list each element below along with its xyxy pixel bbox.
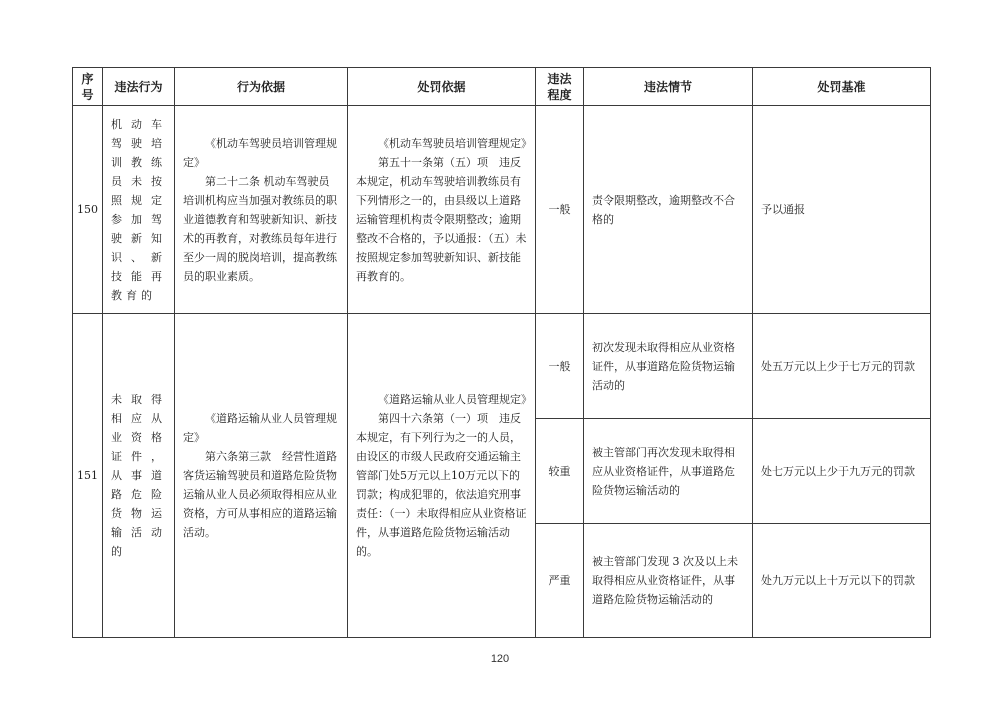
row-standard: 处九万元以上十万元以下的罚款 (753, 524, 931, 638)
basis-text: 第二十二条 机动车驾驶员培训机构应当加强对教练员的职业道德教育和驾驶新知识、新技术的再教育，对教练员每年进行至少一周的脱岗培训，提高教练员的职业素质。 (183, 174, 337, 283)
row-circumstance: 初次发现未取得相应从业资格证件，从事道路危险货物运输活动的 (584, 314, 753, 419)
basis-title: 《道路运输从业人员管理规定》 (183, 412, 337, 444)
row-circumstance: 被主管部门再次发现未取得相应从业资格证件，从事道路危险货物运输活动的 (584, 419, 753, 524)
row-seq: 150 (73, 106, 103, 314)
penalty-text: 第四十六条第（一）项 违反本规定，有下列行为之一的人员，由设区的市级人民政府交通运输主管部门处5万元以上10万元以下的罚款；构成犯罪的，依法追究刑事责任：（一）未取得相应从业资格证件，从事道路危险货物运输活动的。 (356, 412, 527, 558)
row-degree: 严重 (536, 524, 584, 638)
header-standard: 处罚基准 (753, 68, 931, 106)
header-seq: 序号 (73, 68, 103, 106)
row-violation-act: 机动车驾驶培训教练员未按照规定参加驾驶新知识、新技能再教育的 (103, 106, 175, 314)
table-row (73, 314, 931, 419)
row-legal-basis (175, 106, 348, 314)
header-circumstance: 违法情节 (584, 68, 753, 106)
basis-title: 《机动车驾驶员培训管理规定》 (183, 136, 337, 169)
row-penalty-basis (348, 314, 536, 638)
penalty-title: 《机动车驾驶员培训管理规定》 (378, 136, 532, 150)
row-standard: 处五万元以上少于七万元的罚款 (753, 314, 931, 419)
row-violation-act: 未取得相应从业资格证件，从事道路危险货物运输活动的 (103, 314, 175, 638)
penalty-standard-table (72, 67, 931, 638)
penalty-title: 《道路运输从业人员管理规定》 (378, 393, 532, 406)
header-act: 违法行为 (103, 68, 175, 106)
row-penalty-basis (348, 106, 536, 314)
row-standard: 予以通报 (753, 106, 931, 314)
row-degree: 一般 (536, 106, 584, 314)
header-penalty-basis: 处罚依据 (348, 68, 536, 106)
penalty-text: 第五十一条第（五）项 违反本规定，机动车驾驶培训教练员有下列情形之一的，由县级以上道路运输管理机构责令限期整改；逾期整改不合格的，予以通报：（五）未按照规定参加驾驶新知识、新技能再教育的。 (356, 155, 527, 283)
row-standard: 处七万元以上少于九万元的罚款 (753, 419, 931, 524)
row-circumstance: 责令限期整改，逾期整改不合格的 (584, 106, 753, 314)
header-degree: 违法程度 (536, 68, 584, 106)
row-degree: 较重 (536, 419, 584, 524)
basis-text: 第六条第三款 经营性道路客货运输驾驶员和道路危险货物运输从业人员必须取得相应从业资格，方可从事相应的道路运输活动。 (183, 450, 337, 539)
table-row (73, 106, 931, 314)
row-seq: 151 (73, 314, 103, 638)
page-number: 120 (490, 653, 510, 665)
row-circumstance: 被主管部门发现 3 次及以上未取得相应从业资格证件，从事道路危险货物运输活动的 (584, 524, 753, 638)
row-legal-basis (175, 314, 348, 638)
header-basis: 行为依据 (175, 68, 348, 106)
row-degree: 一般 (536, 314, 584, 419)
header-row (73, 68, 931, 106)
